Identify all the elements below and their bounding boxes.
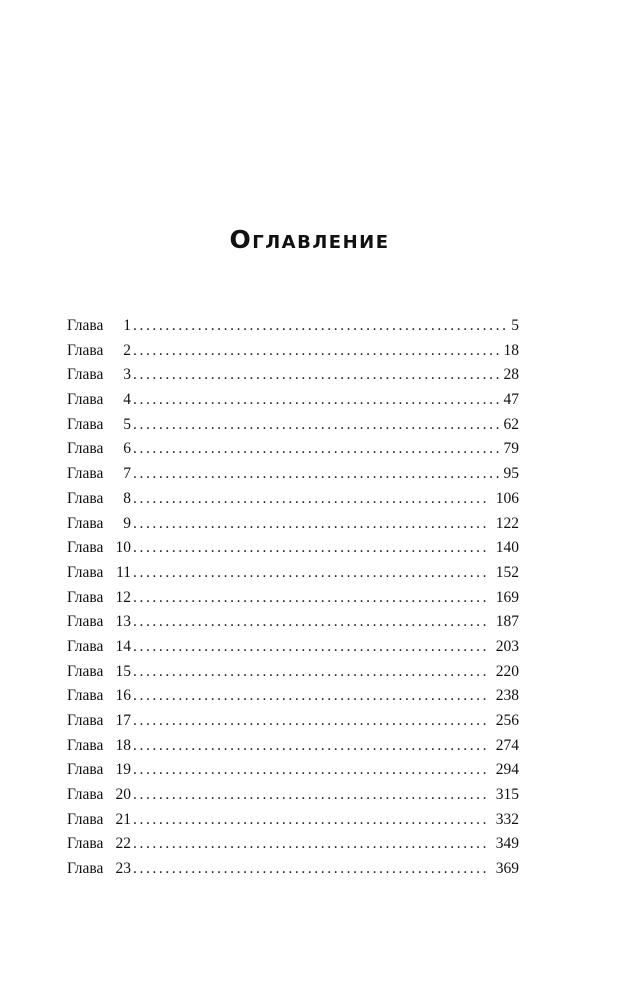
toc-entry[interactable] [67,561,519,586]
chapter-number: 20 [115,786,131,804]
chapter-label: Глава [67,786,104,804]
toc-entry[interactable] [67,734,519,759]
chapter-number: 13 [115,613,131,631]
dot-leader [133,684,488,709]
toc-entry[interactable] [67,758,519,783]
chapter-number: 23 [115,860,131,878]
dot-leader [133,339,502,364]
chapter-label: Глава [67,835,104,853]
chapter-number: 6 [123,440,131,458]
chapter-number: 14 [115,637,131,655]
dot-leader [133,734,488,759]
chapter-number: 7 [123,465,131,483]
chapter-label: Глава [67,761,104,779]
dot-leader [133,808,488,833]
toc-entry[interactable] [67,857,519,882]
page-number: 294 [495,761,519,779]
page-number: 18 [503,341,519,359]
chapter-label: Глава [67,736,104,754]
toc-entry[interactable] [67,413,519,438]
dot-leader [133,363,502,388]
chapter-label: Глава [67,440,104,458]
chapter-number: 18 [115,736,131,754]
chapter-label: Глава [67,613,104,631]
page-number: 349 [495,835,519,853]
page-title: Оглавление [229,225,390,254]
dot-leader [133,709,488,734]
chapter-number: 15 [115,662,131,680]
page-number: 369 [495,860,519,878]
page-number: 62 [503,415,519,433]
page-number: 238 [495,687,519,705]
dot-leader [133,437,502,462]
chapter-number: 4 [123,391,131,409]
toc-entry[interactable] [67,363,519,388]
dot-leader [133,561,488,586]
toc-entry[interactable] [67,512,519,537]
dot-leader [133,462,502,487]
chapter-label: Глава [67,810,104,828]
chapter-label: Глава [67,662,104,680]
chapter-label: Глава [67,415,104,433]
page-number: 28 [503,366,519,384]
page-number: 220 [495,662,519,680]
page-number: 187 [495,613,519,631]
page-number: 5 [511,317,519,334]
chapter-label: Глава [67,489,104,507]
dot-leader [133,783,488,808]
page-number: 47 [503,391,519,409]
page-number: 203 [495,637,519,655]
toc-entry[interactable] [67,536,519,561]
dot-leader [133,832,488,857]
toc-entry[interactable] [67,314,519,339]
dot-leader [133,512,488,537]
chapter-label: Глава [67,860,104,878]
toc-entry[interactable] [67,635,519,660]
chapter-number: 1 [123,317,131,334]
chapter-number: 21 [115,810,131,828]
table-of-contents [67,314,519,882]
chapter-label: Глава [67,366,104,384]
chapter-number: 17 [115,712,131,729]
chapter-label: Глава [67,465,104,483]
toc-entry[interactable] [67,586,519,611]
page-number: 332 [495,810,519,828]
chapter-label: Глава [67,317,104,334]
dot-leader [133,586,488,611]
page-number: 79 [503,440,519,458]
page-number: 256 [495,712,519,729]
chapter-label: Глава [67,687,104,705]
toc-entry[interactable] [67,783,519,808]
chapter-number: 8 [123,489,131,507]
dot-leader [133,857,488,882]
page-number: 152 [495,563,519,581]
page-number: 122 [495,514,519,532]
dot-leader [133,413,502,438]
toc-entry[interactable] [67,487,519,512]
page-number: 106 [495,489,519,507]
page-number: 315 [495,786,519,804]
toc-entry[interactable] [67,808,519,833]
dot-leader [133,758,488,783]
toc-entry[interactable] [67,462,519,487]
dot-leader [133,487,488,512]
chapter-number: 2 [123,341,131,359]
chapter-label: Глава [67,588,104,606]
chapter-number: 5 [123,415,131,433]
toc-entry[interactable] [67,388,519,413]
toc-entry[interactable] [67,437,519,462]
toc-entry[interactable] [67,684,519,709]
dot-leader [133,660,488,685]
dot-leader [133,388,502,413]
dot-leader [133,610,488,635]
toc-entry[interactable] [67,660,519,685]
page-number: 95 [503,465,519,483]
page-number: 274 [495,736,519,754]
chapter-number: 11 [116,563,131,581]
chapter-label: Глава [67,563,104,581]
chapter-label: Глава [67,712,104,729]
dot-leader [133,635,488,660]
chapter-label: Глава [67,637,104,655]
page-number: 169 [495,588,519,606]
toc-entry[interactable] [67,610,519,635]
chapter-label: Глава [67,341,104,359]
chapter-number: 12 [115,588,131,606]
chapter-label: Глава [67,514,104,532]
dot-leader [133,536,488,561]
chapter-number: 16 [115,687,131,705]
chapter-number: 22 [115,835,131,853]
chapter-label: Глава [67,391,104,409]
chapter-number: 9 [123,514,131,532]
dot-leader [133,314,509,339]
chapter-label: Глава [67,539,104,557]
chapter-number: 10 [115,539,131,557]
toc-entry[interactable] [67,709,519,734]
toc-entry[interactable] [67,339,519,364]
page-number: 140 [495,539,519,557]
toc-entry[interactable] [67,832,519,857]
chapter-number: 19 [115,761,131,779]
chapter-number: 3 [123,366,131,384]
